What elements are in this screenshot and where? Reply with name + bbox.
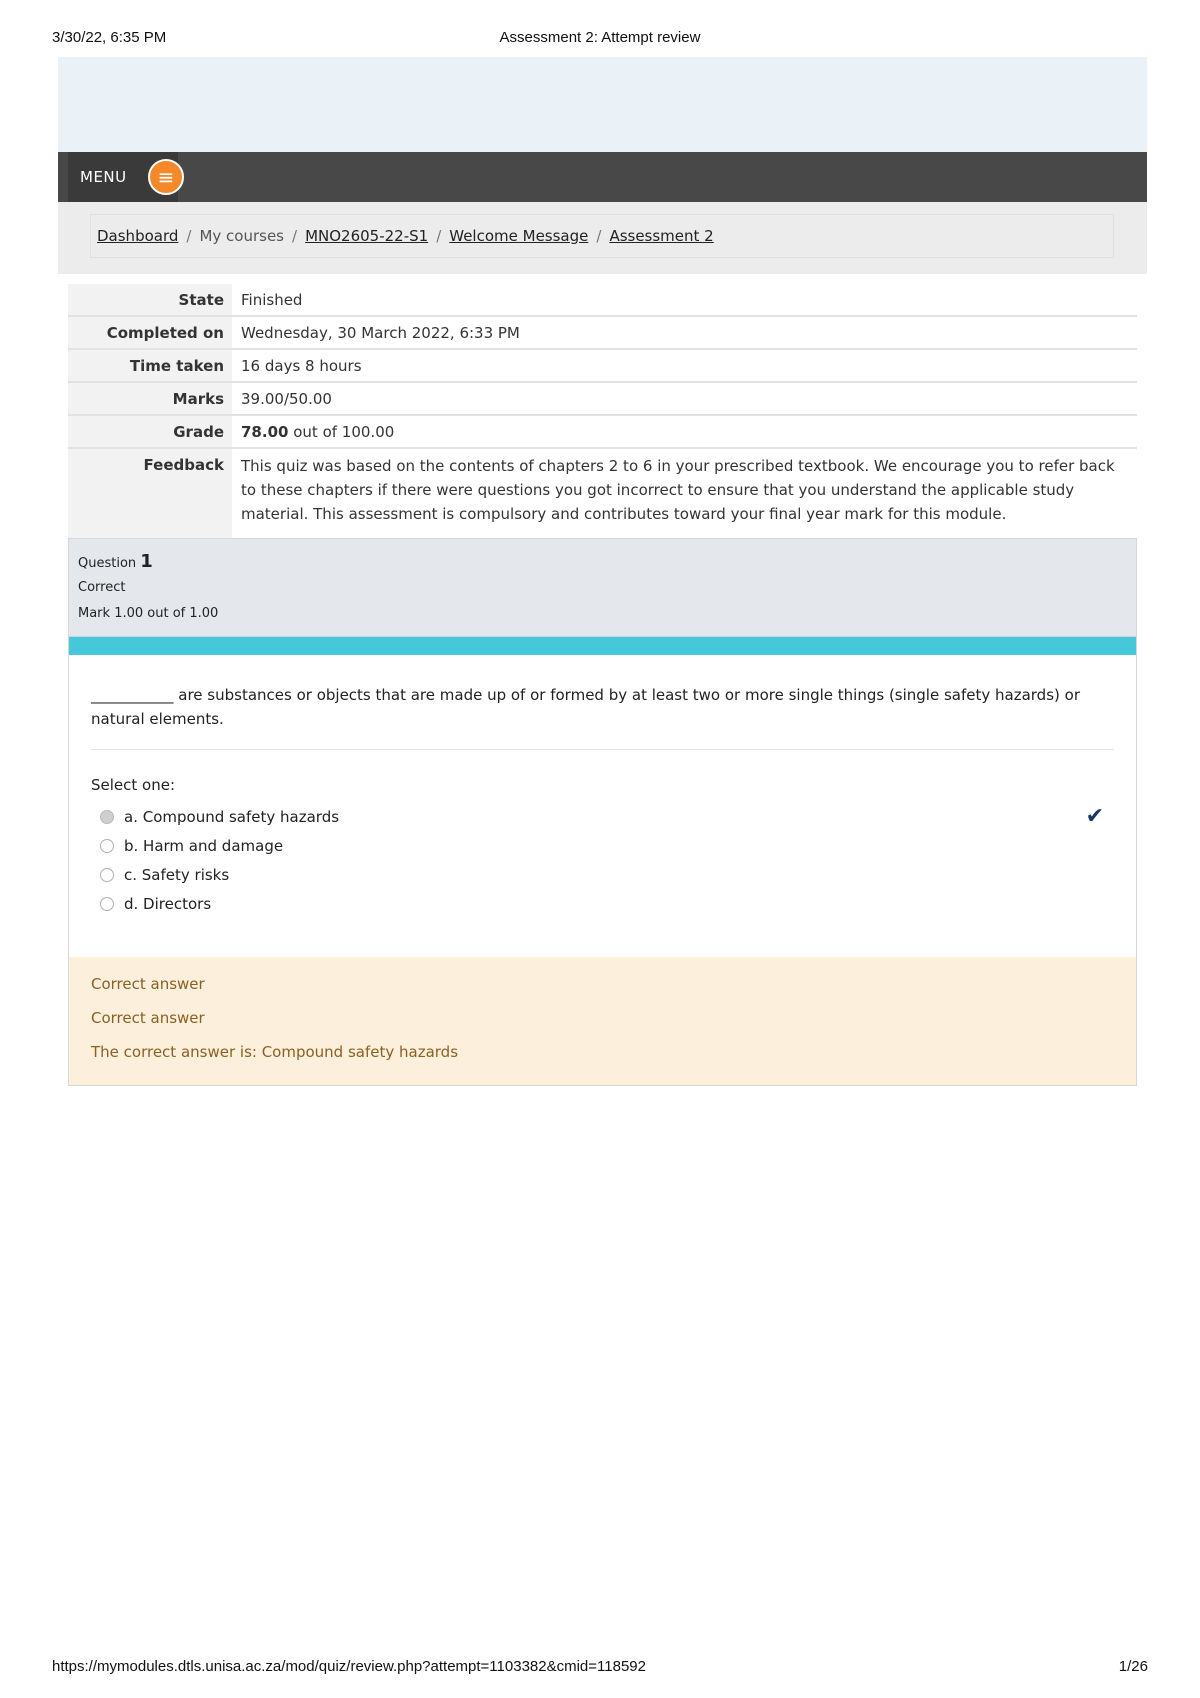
- breadcrumb-assessment[interactable]: Assessment 2: [609, 227, 714, 245]
- breadcrumb-welcome-message[interactable]: Welcome Message: [449, 227, 589, 245]
- menu-button[interactable]: [68, 152, 178, 202]
- summary-row-time: [68, 350, 1137, 383]
- print-url: https://mymodules.dtls.unisa.ac.za/mod/quiz/review.php?attempt=1103382&cmid=118592: [52, 1658, 646, 1675]
- question-accent-bar: [69, 637, 1136, 655]
- breadcrumb-separator: /: [596, 227, 602, 245]
- summary-value: Finished: [232, 284, 1137, 315]
- answer-option-d[interactable]: [91, 889, 1114, 918]
- grade-suffix: out of 100.00: [293, 423, 395, 441]
- menu-label: MENU: [80, 168, 127, 186]
- question-state: Correct: [78, 580, 126, 595]
- breadcrumb: [90, 214, 1114, 258]
- summary-label: State: [68, 284, 232, 315]
- summary-label: Grade: [68, 416, 232, 447]
- radio-button-selected[interactable]: [100, 810, 114, 824]
- summary-label: Marks: [68, 383, 232, 414]
- summary-row-marks: [68, 383, 1137, 416]
- summary-row-state: [68, 284, 1137, 317]
- answer-option-c[interactable]: [91, 860, 1114, 889]
- summary-row-grade: [68, 416, 1137, 449]
- answer-label: d. Directors: [124, 894, 212, 913]
- answer-option-a[interactable]: [91, 802, 1114, 831]
- question-outcome: [69, 957, 1136, 1085]
- breadcrumb-dashboard[interactable]: Dashboard: [97, 227, 179, 245]
- question-info: [69, 539, 1136, 637]
- checkmark-icon: ✔: [1085, 804, 1104, 829]
- radio-button[interactable]: [100, 868, 114, 882]
- summary-row-feedback: [68, 449, 1137, 540]
- breadcrumb-separator: /: [186, 227, 192, 245]
- summary-value: 39.00/50.00: [232, 383, 1137, 414]
- print-footer: [52, 1658, 1148, 1678]
- site-header-band: [58, 57, 1147, 152]
- breadcrumb-course[interactable]: MNO2605-22-S1: [305, 227, 429, 245]
- print-page-number: 1/26: [1118, 1658, 1148, 1675]
- question-number-value: 1: [140, 551, 153, 572]
- hamburger-icon[interactable]: ≡: [148, 159, 184, 195]
- question-number: [78, 549, 1136, 575]
- outcome-line: Correct answer: [91, 1009, 205, 1027]
- summary-value: Wednesday, 30 March 2022, 6:33 PM: [232, 317, 1137, 348]
- correct-answer-text: The correct answer is: Compound safety hazards: [91, 1043, 459, 1061]
- answer-option-b[interactable]: [91, 831, 1114, 860]
- grade-value: 78.00: [241, 423, 289, 441]
- navbar: [58, 152, 1147, 202]
- print-page-title: Assessment 2: Attempt review: [499, 29, 701, 46]
- summary-label: Feedback: [68, 449, 232, 540]
- breadcrumb-my-courses: My courses: [199, 227, 284, 245]
- outcome-line: Correct answer: [91, 975, 205, 993]
- attempt-summary-table: [68, 284, 1137, 540]
- question-1: [68, 538, 1137, 1086]
- breadcrumb-bar: [58, 202, 1147, 274]
- print-header: [52, 29, 1148, 49]
- print-datetime: 3/30/22, 6:35 PM: [52, 29, 167, 46]
- breadcrumb-separator: /: [292, 227, 298, 245]
- answer-label: a. Compound safety hazards: [124, 807, 340, 826]
- question-text: ___________ are substances or objects that are made up of or formed by at least two or more single things (single safety hazards) or natural elements.: [91, 683, 1114, 750]
- summary-label: Completed on: [68, 317, 232, 348]
- feedback-text: This quiz was based on the contents of chapters 2 to 6 in your prescribed textbook. We encourage you to refer back to these chapters if there were questions you got incorrect to ensure that you understand the applicable study material. This assessment is compulsory and contributes toward your final year mark for this module.: [232, 449, 1137, 540]
- question-mark: Mark 1.00 out of 1.00: [78, 606, 219, 621]
- question-prefix: Question: [78, 556, 137, 571]
- summary-row-completed: [68, 317, 1137, 350]
- select-one-label: Select one:: [91, 776, 176, 794]
- summary-label: Time taken: [68, 350, 232, 381]
- summary-value: [232, 416, 1137, 447]
- answer-label: c. Safety risks: [124, 865, 230, 884]
- answer-label: b. Harm and damage: [124, 836, 284, 855]
- question-content: [69, 655, 1136, 957]
- radio-button[interactable]: [100, 897, 114, 911]
- summary-value: 16 days 8 hours: [232, 350, 1137, 381]
- breadcrumb-separator: /: [436, 227, 442, 245]
- radio-button[interactable]: [100, 839, 114, 853]
- answer-options: [91, 802, 1114, 918]
